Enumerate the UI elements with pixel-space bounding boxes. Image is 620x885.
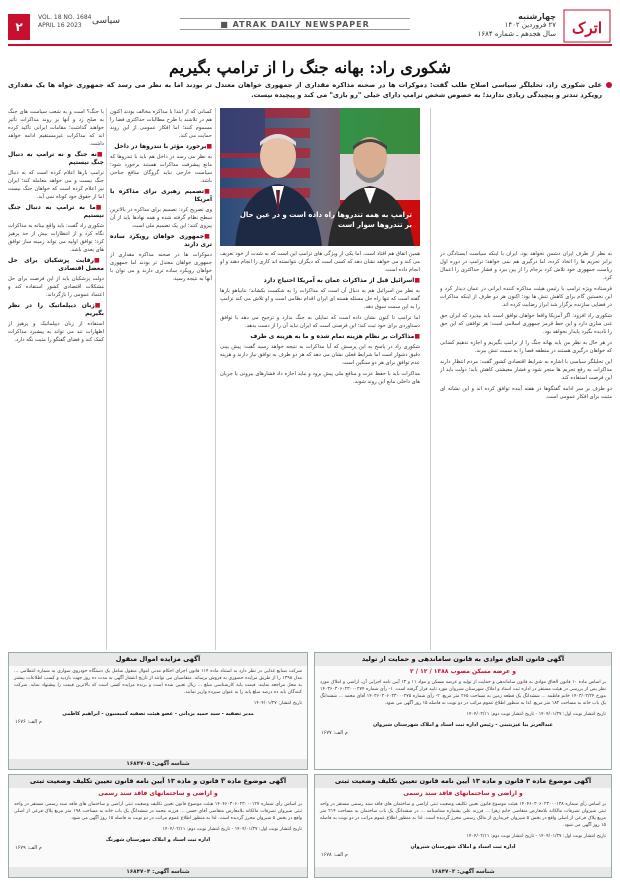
column-subheading: ■ تصمیم رهبری برای مذاکره با آمریکا [110, 188, 212, 204]
column-paragraph: دولت پزشکیان باید از این فرصت برای حل مشکلات اقتصادی کشور استفاده کند و اعتماد عمومی را بازگرداند. [8, 276, 104, 298]
column-paragraph: وی تصریح کرد: تصمیم برای مذاکره در بالاترین سطح نظام گرفته شده و همه نهادها باید از آن پیروی کنند؛ این یک تصمیم ملی است. [110, 207, 212, 229]
column-paragraph: مذاکرات باید با حفظ عزت و منافع ملی پیش برود و نباید اجازه داد فشارهای بیرونی یا جریان های داخلی مانع این روند شوند. [220, 371, 420, 385]
column-subheading: ■ جمهوری خواهان رویکرد ساده تری دارند [110, 233, 212, 249]
ad-dates: تاریخ انتشار: ۱۴۰۴/۰۱/۲۷ [253, 701, 302, 706]
article-lead [8, 80, 612, 100]
volume-info [38, 14, 91, 30]
article-headline: شکوری راد: بهانه جنگ را از ترامپ بگیریم [168, 58, 452, 77]
ad-signature: اداره ثبت اسناد و املاک شهرستان شهرنگ [105, 837, 211, 843]
column-divider [106, 108, 107, 650]
column-paragraph: شکوری راد افزود: اگر آمریکا واقعا خواهان توافق است باید بپذیرد که ایران حق غنی سازی دارد و این خط قرمز جمهوری اسلامی است؛ هر توافقی که این حق را نادیده بگیرد پایدار نخواهد بود. [440, 313, 612, 335]
column-paragraph: به نظر می رسد در داخل هم باید با تندروها که مانع پیشرفت مذاکرات هستند برخورد شود؛ سیاست خارجی نباید گروگان منافع جناحی باشد. [110, 154, 212, 184]
column-divider [215, 108, 216, 650]
ad-dates: تاریخ انتشار نوبت اول: ۱۴۰۴/۰۱/۲۷ - تاریخ انتشار نوبت دوم: ۱۴۰۴/۰۲/۱۱ [466, 712, 606, 717]
volume-line: VOL. 18 NO. 1684 [38, 14, 92, 21]
masthead-rule [8, 44, 612, 46]
column-paragraph: کسانی که از ابتدا با مذاکره مخالف بودند اکنون هم در تلاشند با طرح مطالبات حداکثری فضا را مسموم کنند؛ اما افکار عمومی از این روند حمایت می کند. [110, 109, 212, 139]
column-paragraph: فرستاده ویژه ترامپ با رئیس هیئت مذاکره کننده ایرانی در عمان دیدار کرد و این نخستین گام برای کاهش تنش ها بود؛ اکنون هر دو طرف از اینکه مذاکرات در فضایی سازنده برگزار شد ابراز رضایت کرده اند. [440, 286, 612, 308]
column-subheading: ■ زبان دیپلماتیک را در نظر بگیریم [8, 302, 104, 318]
section-label: سیاسی [92, 16, 121, 26]
issue-line: سال هجدهم ـ شماره ۱۶۸۴ [477, 30, 556, 38]
column-paragraph: با جنگ؟ است و به شعب سیاست های جنگ به صلح زد و آنها بر روند مذاکرات تأثیر خواهند گذاشت؛ مقامات ایرانی تأکید کرده اند که مذاکرات غیرمستقیم ادامه خواهد داشت. [8, 109, 104, 147]
column-paragraph: استفاده از زبان دیپلماتیک و پرهیز از اظهارات تند می تواند به پیشبرد مذاکرات کمک کند و فضای گفتگو را مثبت نگه دارد. [8, 321, 104, 343]
article-column-4 [8, 108, 104, 648]
column-paragraph: همین اتفاق هم افتاد است. اما یکی از ویژگی های ترامپ این است که به شدت از خود تعریف می کند و می خواهد نشان دهد که کسی است که دیگران نتوانسته اند کاری را انجام دهند و او انجام داده است. [220, 251, 420, 273]
atrak-logo [562, 6, 612, 46]
column-paragraph: شکوری راد گفت: باید واقع بینانه به مذاکرات نگاه کرد و از انتظارات بیش از حد پرهیز کرد؛ توافق اولیه می تواند زمینه ساز توافق های بعدی باشد. [8, 223, 104, 253]
ad-subtitle: و اراضی و ساختمانهای فاقد سند رسمی [403, 790, 523, 797]
ad-signature: مدیر تصفیه - سید حمید یزدانی - عضو هیئت تصفیه کمیسیون - ابراهیم کاظمی [62, 711, 254, 717]
ad-title: آگهی موضوع ماده ۳ قانون و ماده ۱۳ آیین نامه قانون تعیین تکلیف وضعیت ثبتی [315, 775, 611, 788]
column-paragraph: به نظر از طرف ایران دشمن نخواهد بود. ایران با اینکه سیاست ایستادگی در برابر تحریم ها را اتخاذ کرده، اما درگیری هم نمی خواهد؛ ترامپ در دوره اول ریاست جمهوری خود تلاش کرد برجام را از بین ببرد و فشار حداکثری را اعمال کرد. [440, 251, 612, 281]
ad-footer: شناسه آگهی: ۱۶۸۴۷۰۴ [9, 867, 307, 877]
page-number: ۲ [8, 14, 30, 40]
column-paragraph: ترامپ بارها اعلام کرده است که به دنبال جنگ نیست و می خواهد معامله کند؛ ایران نیز اعلام کرده است که خواهان جنگ نیست اما از حقوق خود کوتاه نمی آید. [8, 170, 104, 200]
ad-code: م الف: ۱۶۷۸ [321, 852, 348, 858]
column-divider [430, 108, 431, 650]
column-subheading: ■ رقابت پزشکیان برای حل معضل اقتصادی [8, 257, 104, 273]
lead-text: علی شکوری راد، تحلیلگر سیاسی اصلاح طلب گفت: دموکرات ها در صحنه مذاکره مقداری از جمهوری خواهان معتدل تر بودند اما به نظر می رسد که جمهوری خواه ها یک مقداری رویکرد تندتر و پیچیدگی زیادی ندارند؛ به خصوص شخص ترامپ دارای خیلی "رو بازی" می کند و پیچیده نیست. [8, 81, 602, 99]
weekday: چهارشنبه [518, 12, 556, 21]
ad-title: آگهی قانون الحاق موادی به قانون ساماندهی و حمایت از تولید [315, 653, 611, 666]
column-paragraph: اما ترامپ تا کنون نشان داده است که تمایلی به جنگ ندارد و ترجیح می دهد با توافق دستاوردی برای خود ثبت کند؛ این فرصتی است که ایران نباید آن را از دست بدهد. [220, 315, 420, 329]
date-fa: ۲۷ فروردین ۱۴۰۲ [504, 21, 556, 29]
column-subheading: ■ مذاکرات بر نظام هزینه تمام شده و ما به هزینه ی طرف [220, 333, 420, 341]
ad-footer: شناسه آگهی: ۱۶۸۴۷۰۳ [315, 867, 611, 877]
date-block [446, 12, 556, 39]
column-paragraph: شکوری راد در پاسخ به این پرسش که آیا مذاکرات به نتیجه خواهد رسید گفت: پیش بینی دقیق دشوار است اما شرایط فعلی نشان می دهد که هر دو طرف به توافق نیاز دارند و هزینه عدم توافق برای هر دو سنگین است. [220, 344, 420, 366]
ad-top-left [8, 652, 308, 770]
ad-signature: عبدالعزیز بنا عیزیتینی - رئیس اداره ثبت اسناد و املاک شهرستان شیروان [373, 722, 553, 728]
column-subheading: ■ برخورد مؤثر با تندروها در داخل [110, 143, 212, 151]
column-paragraph: دو طرف بر سر ادامه گفتگوها در هفته آینده توافق کرده اند و این نشانه ای مثبت برای افکار عمومی است. [440, 386, 612, 400]
column-subheading: ■ اسرائیل قبل از مذاکرات عمان به آمریکا احتیاج دارد [220, 277, 420, 285]
column-paragraph: به نظر من اسرائیل هم به دنبال آن است که مذاکرات را به شکست بکشاند؛ نتانیاهو بارها گفته است که تنها راه حل مسئله هسته ای ایران اقدام نظامی است و او تلاش می کند ترامپ را به این سمت سوق دهد. [220, 288, 420, 310]
ad-code: م الف: ۱۶۷۷ [321, 730, 348, 736]
column-paragraph: دموکرات ها در صحنه مذاکره مقداری از جمهوری خواهان معتدل تر بودند اما جمهوری خواهان رویکرد ساده تری دارند و می توان با آنها به نتیجه رسید. [110, 252, 212, 282]
ad-body: بر اساس رأی شماره ۱۴۰۴۶۰۳۰۶۰۲۳۰۰۰۱۲۷ هیئت موضوع قانون تعیین تکلیف وضعیت ثبتی اراضی و ساختمان های فاقد سند رسمی مستقر در واحد ثبتی شیروان تصرفات مالکانه بلامعارض متقاضی آقای حسن ... فرزند محمد در ششدانگ یک باب خانه به مساحت ۱۹۸ متر مربع پلاک فرعی از اصلی واقع در بخش ۵ شیروان محرز گردیده است. لذا به منظور اطلاع عموم مراتب در دو نوبت به فاصله ۱۵ روز آگهی می شود. [14, 802, 302, 821]
masthead [0, 0, 620, 60]
lead-bullet-icon [606, 82, 612, 88]
ad-title: آگهی مزایده اموال منقول [9, 653, 307, 666]
article-column-2 [220, 250, 420, 648]
ad-title: آگهی موضوع ماده ۳ قانون و ماده ۱۳ آیین نامه قانون تعیین تکلیف وضعیت ثبتی [9, 775, 307, 788]
ad-signature: اداره ثبت اسناد و املاک شهرستان شیروان [410, 844, 516, 850]
paper-name-en: ATRAK DAILY NEWSPAPER [232, 19, 370, 29]
column-subheading: ■ نه جنگ و نه ترامپ به دنبال جنگ نیستیم [8, 151, 104, 167]
column-subheading: ■ ما به ترامپ به دنبال جنگ نیستیم [8, 204, 104, 220]
ad-code: م الف: ۱۶۷۶ [15, 719, 42, 725]
ad-dates: تاریخ انتشار نوبت اول: ۱۴۰۴/۰۱/۲۷ - تاریخ انتشار نوبت دوم: ۱۴۰۴/۰۲/۱۱ [162, 827, 302, 832]
ad-bottom-right [314, 774, 612, 878]
ad-dates: تاریخ انتشار نوبت اول: ۱۴۰۴/۰۱/۲۷ - تاریخ انتشار نوبت دوم: ۱۴۰۴/۰۲/۱۱ [466, 834, 606, 839]
ad-code: م الف: ۱۶۷۹ [15, 845, 42, 851]
article-column-3 [110, 108, 212, 648]
paper-name-banner: ■ ATRAK DAILY NEWSPAPER [180, 18, 410, 30]
logo-text: اترک [571, 19, 603, 37]
ad-body: بر اساس ماده ۱۰ قانون الحاق موادی به قانون ساماندهی و حمایت از تولید و عرضه مسکن و مواد ۱۱ و ۱۳ آیین نامه اجرایی آن، اراضی و املاک مورد نظر پس از بررسی در هیئت مستقر در اداره ثبت اسناد و املاک شهرستان شیروان مورد تایید قرار گرفته است. ۱- رأی شماره ۱۴۰۳۶۰۳۰۶۰۲۳۰۰۰۲۷۴ مورخ ۱۴۰۳/۰۲/۲۴ خانم فاطمه ... ششدانگ یک قطعه زمین به مساحت ۲۶۵ متر مربع. ۲- رأی شماره ۱۴۰۳۶۰۳۰۶۰۲۳۰۰۰۲۷۵ آقای محمد ... ششدانگ یک باب خانه به مساحت ۱۸۲ متر مربع. لذا به منظور اطلاع عموم مراتب در دو نوبت به فاصله ۱۵ روز آگهی می شود. [320, 680, 607, 706]
column-paragraph: این تحلیلگر سیاسی با اشاره به شرایط اقتصادی کشور گفت: مردم انتظار دارند مذاکرات به رفع تحریم ها منجر شود و فشار معیشتی کاهش یابد؛ دولت باید از این فرصت استفاده کند. [440, 359, 612, 381]
ad-subtitle: و اراضی و ساختمانهای فاقد سند رسمی [98, 790, 218, 797]
ad-footer: شناسه آگهی: ۱۶۸۴۷۰۵ [9, 759, 307, 769]
ad-body: شرکت صنایع غذایی در نظر دارد به استناد ماده ۱۱۴ قانون اجرای احکام مدنی اموال منقول شامل یک دستگاه خودروی سواری به شماره انتظامی ... مدل ۱۳۹۸ را از طریق مزایده حضوری به فروش برساند. متقاضیان می توانند از تاریخ انتشار آگهی به مدت ده روز جهت بازدید و کسب اطلاعات بیشتر به محل مراجعه نمایند. قیمت پایه کارشناسی مبلغ ... ریال تعیین شده است و برنده مزایده کسی است که بالاترین قیمت را پیشنهاد نماید. شرکت کنندگان باید ده درصد مبلغ پایه را به عنوان سپرده واریز نمایند. [14, 669, 303, 695]
ad-body: بر اساس رأی شماره ۱۴۰۴۶۰۳۰۶۰۲۳۰۰۰۱۳۸ هیئت موضوع قانون تعیین تکلیف وضعیت ثبتی اراضی و ساختمان های فاقد سند رسمی مستقر در واحد ثبتی شیروان تصرفات مالکانه بلامعارض متقاضی خانم زهرا ... فرزند علی بشماره شناسنامه ... در ششدانگ یک باب ساختمان به مساحت ۲۱۴ متر مربع پلاک فرعی از اصلی واقع در بخش ۵ شیروان خریداری از مالک رسمی محرز گردیده است. لذا به منظور اطلاع عموم مراتب در دو نوبت به فاصله ۱۵ روز آگهی می شود. [320, 802, 606, 828]
ad-bottom-left [8, 774, 308, 878]
ad-top-right [314, 652, 612, 770]
article-column-1 [440, 250, 612, 648]
pull-quote: ترامپ به همه تندروها راه داده است و در عین حال بر تندروها سوار است [239, 211, 412, 229]
ad-subtitle: و عرضه مسکن مصوب ۱۳۸۸ / ۱۲ / ۲ [410, 668, 516, 675]
column-paragraph: در هر حال به نظر من باید بهانه جنگ را از ترامپ بگیریم و اجازه ندهیم کسانی که خواهان درگیری هستند در منطقه فضا را به سمت تنش ببرند. [440, 340, 612, 354]
date-en: APRIL 16 2023 [38, 22, 82, 29]
